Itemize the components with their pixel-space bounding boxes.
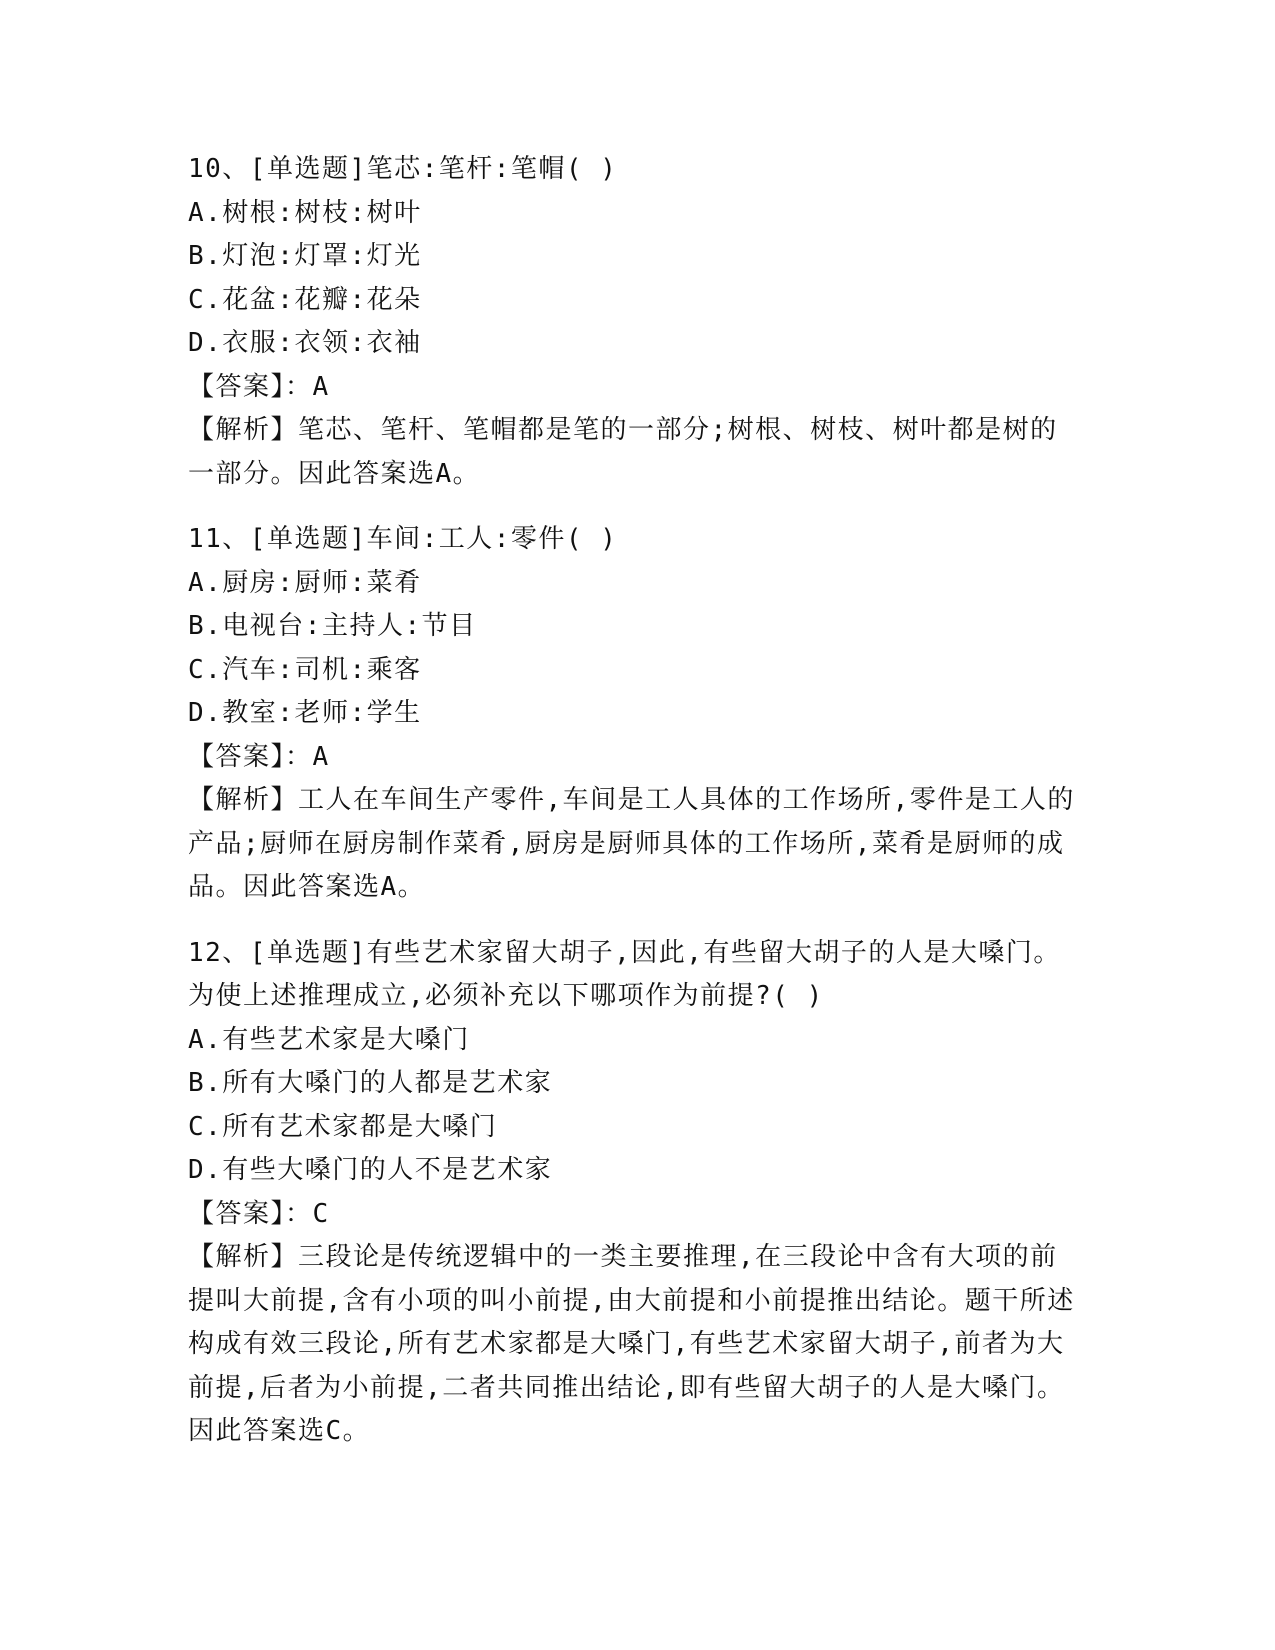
option-d: D.教室:老师:学生 bbox=[188, 698, 422, 728]
analysis-text: 三段论是传统逻辑中的一类主要推理,在三段论中含有大项的前提叫大前提,含有小项的叫小前提,由大前提和小前提推出结论。题干所述构成有效三段论,所有艺术家都是大嗓门,有些艺术家留大胡子,前者为大前提,后者为小前提,二者共同推出结论,即有些留大胡子的人是大嗓门。因此答案选C。 bbox=[188, 1242, 1075, 1446]
answer-value: A bbox=[312, 371, 330, 402]
question-10 bbox=[188, 148, 1078, 496]
option-a: A.树根:树枝:树叶 bbox=[188, 197, 422, 228]
answer-value: C bbox=[312, 1198, 330, 1229]
option-d: D.衣服:衣领:衣袖 bbox=[188, 328, 422, 358]
answer-line bbox=[188, 1193, 1078, 1237]
analysis-text: 笔芯、笔杆、笔帽都是笔的一部分;树根、树枝、树叶都是树的一部分。因此答案选A。 bbox=[188, 415, 1058, 489]
option-a: A.有些艺术家是大嗓门 bbox=[188, 1024, 470, 1055]
analysis-label: 【解析】 bbox=[188, 785, 299, 815]
analysis-label: 【解析】 bbox=[188, 1242, 299, 1272]
answer-line bbox=[188, 366, 1078, 410]
answer-separator: ： bbox=[285, 371, 313, 402]
option-b: B.电视台:主持人:节目 bbox=[188, 611, 477, 641]
question-12 bbox=[188, 932, 1078, 1454]
option-c: C.所有艺术家都是大嗓门 bbox=[188, 1111, 498, 1142]
answer-label: 【答案】 bbox=[188, 741, 286, 772]
answer-label: 【答案】 bbox=[188, 371, 286, 402]
question-list bbox=[188, 148, 1078, 1476]
answer-line bbox=[188, 736, 1078, 780]
option-c: C.汽车:司机:乘客 bbox=[188, 654, 422, 685]
question-title: 10、[单选题]笔芯:笔杆:笔帽( ) bbox=[188, 154, 618, 184]
option-d: D.有些大嗓门的人不是艺术家 bbox=[188, 1155, 553, 1185]
option-b: B.灯泡:灯罩:灯光 bbox=[188, 241, 422, 271]
analysis-block bbox=[188, 1236, 1078, 1454]
answer-separator: ： bbox=[285, 741, 313, 772]
option-b: B.所有大嗓门的人都是艺术家 bbox=[188, 1068, 553, 1098]
answer-label: 【答案】 bbox=[188, 1198, 286, 1229]
analysis-text: 工人在车间生产零件,车间是工人具体的工作场所,零件是工人的产品;厨师在厨房制作菜肴,厨房是厨师具体的工作场所,菜肴是厨师的成品。因此答案选A。 bbox=[188, 785, 1075, 902]
analysis-block bbox=[188, 779, 1078, 910]
question-title: 12、[单选题]有些艺术家留大胡子,因此,有些留大胡子的人是大嗓门。为使上述推理成立,必须补充以下哪项作为前提?( ) bbox=[188, 937, 1061, 1011]
answer-separator: ： bbox=[285, 1198, 313, 1229]
analysis-block bbox=[188, 409, 1078, 496]
option-c: C.花盆:花瓣:花朵 bbox=[188, 284, 422, 315]
question-title: 11、[单选题]车间:工人:零件( ) bbox=[188, 524, 618, 554]
option-a: A.厨房:厨师:菜肴 bbox=[188, 567, 422, 598]
question-11 bbox=[188, 518, 1078, 910]
analysis-label: 【解析】 bbox=[188, 415, 299, 445]
answer-value: A bbox=[312, 741, 330, 772]
